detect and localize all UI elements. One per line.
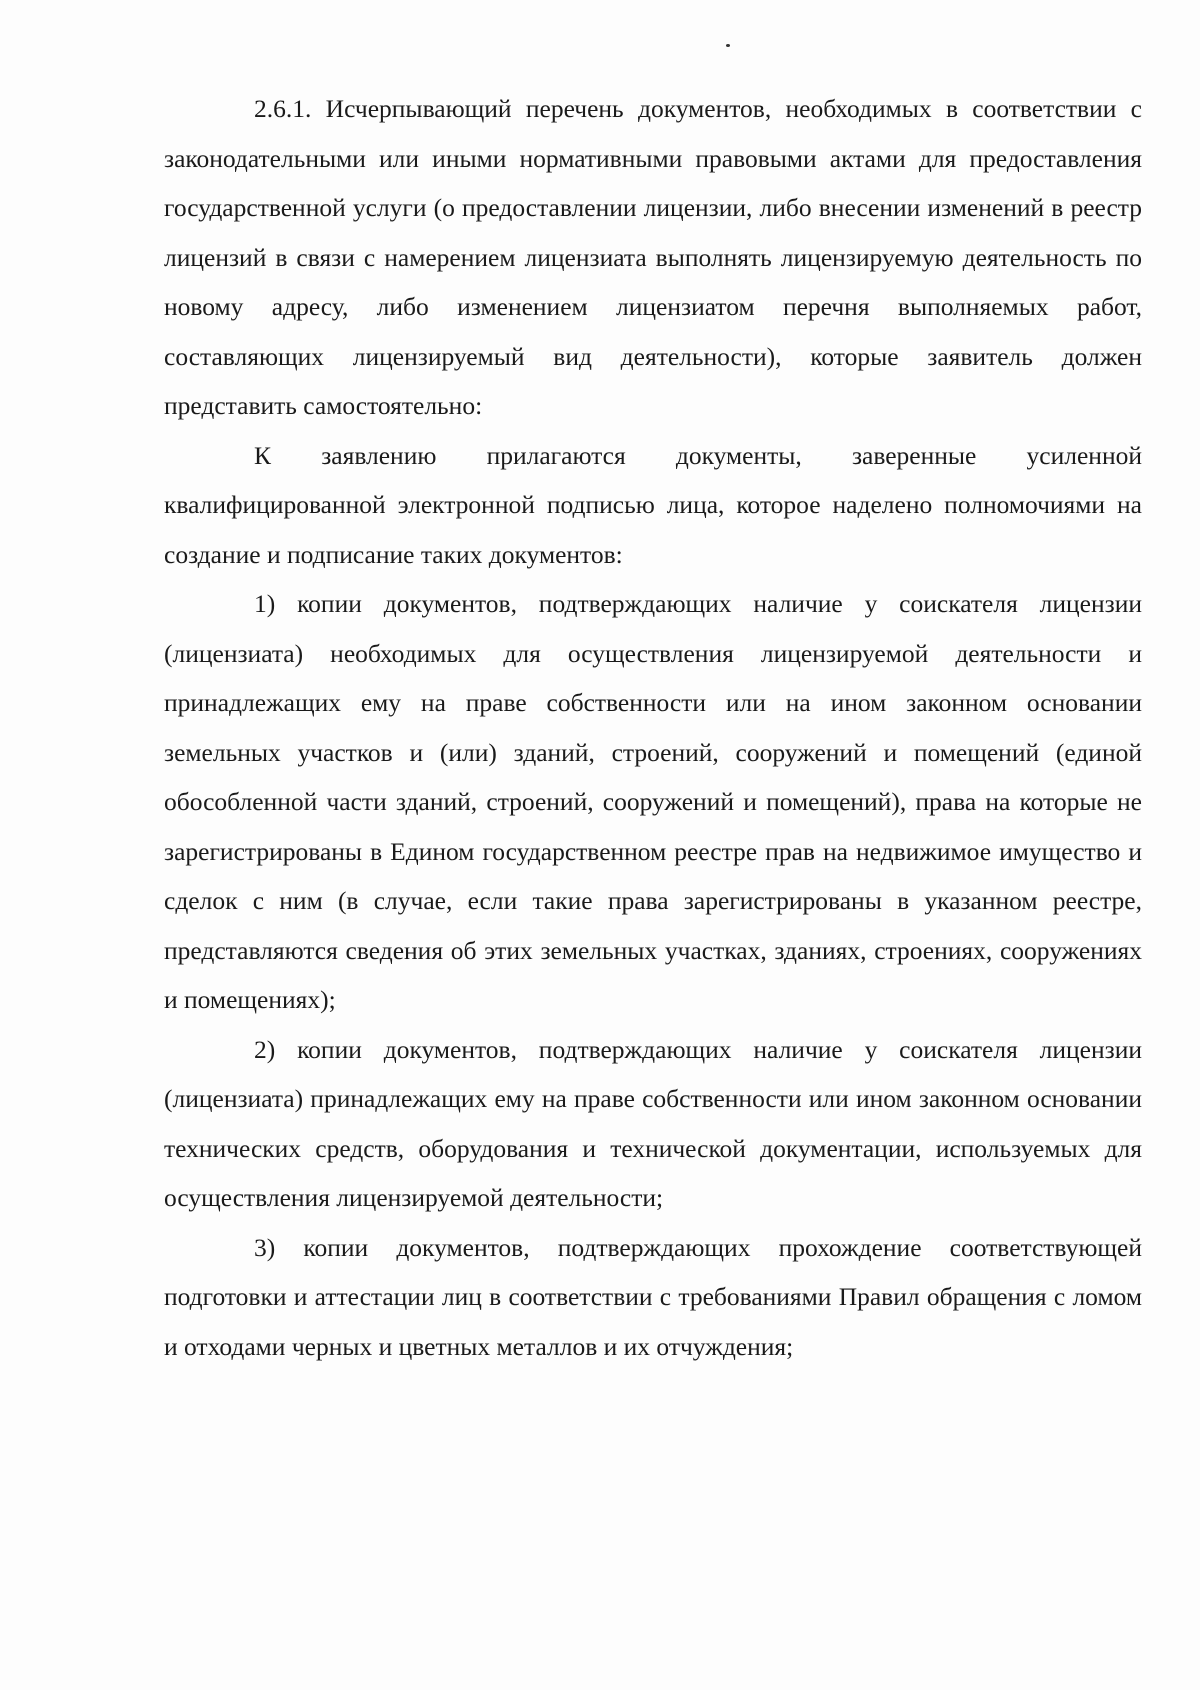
- list-item-3: 3) копии документов, подтверждающих прохождение соответствующей подготовки и аттестации лиц в соответствии с требованиями Правил обращения с ломом и отходами черных и цветных металлов и их отчуждения;: [164, 1232, 1142, 1361]
- scan-speck: [726, 44, 730, 47]
- paragraph-2-6-1: 2.6.1. Исчерпывающий перечень документов, необходимых в соответствии с законодательными или иными нормативными правовыми актами для предоставления государственной услуги (о предоставлении лицензии, либо внесении изменений в реестр лицензий в связи с намерением лицензиата выполнять лицензируемую деятельность по новому адресу, либо изменением лицензиатом перечня выполняемых работ, составляющих лицензируемый вид деятельности), которые заявитель должен представить самостоятельно:: [164, 94, 1142, 420]
- document-body: [164, 84, 1142, 1371]
- paragraph-attachments-intro: К заявлению прилагаются документы, заверенные усиленной квалифицированной электронной подписью лица, которое наделено полномочиями на создание и подписание таких документов:: [164, 440, 1142, 569]
- list-item-1: 1) копии документов, подтверждающих наличие у соискателя лицензии (лицензиата) необходимых для осуществления лицензируемой деятельности и принадлежащих ему на праве собственности или на ином законном основании земельных участков и (или) зданий, строений, сооружений и помещений (единой обособленной части зданий, строений, сооружений и помещений), права на которые не зарегистрированы в Едином государственном реестре прав на недвижимое имущество и сделок с ним (в случае, если такие права зарегистрированы в указанном реестре, представляются сведения об этих земельных участках, зданиях, строениях, сооружениях и помещениях);: [164, 589, 1142, 1014]
- list-item-2: 2) копии документов, подтверждающих наличие у соискателя лицензии (лицензиата) принадлежащих ему на праве собственности или ином законном основании технических средств, оборудования и технической документации, используемых для осуществления лицензируемой деятельности;: [164, 1034, 1142, 1212]
